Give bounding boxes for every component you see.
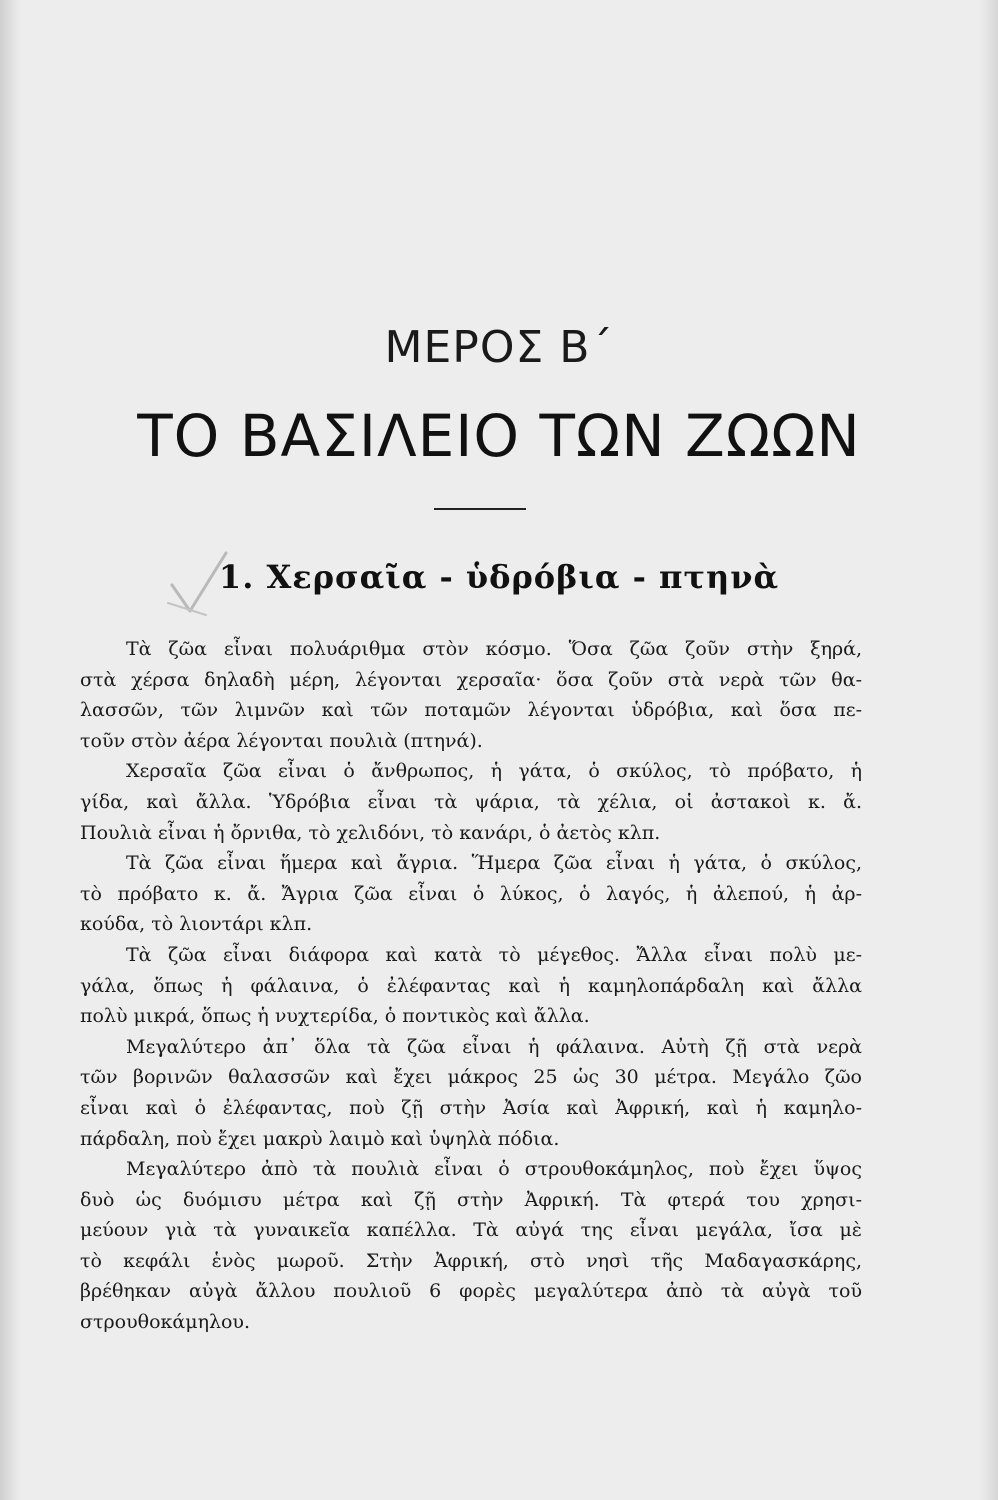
section-heading: 1. Χερσαῖα - ὑδρόβια - πτηνὰ xyxy=(218,558,780,596)
body-text xyxy=(80,634,862,1338)
text-line: γάλα, ὅπως ἡ φάλαινα, ὁ ἐλέφαντας καὶ ἡ καμηλοπάρδαλη καὶ ἄλλα xyxy=(80,974,862,997)
text-line: λασσῶν, τῶν λιμνῶν καὶ τῶν ποταμῶν λέγονται ὑδρόβια, καὶ ὅσα πε- xyxy=(80,699,862,722)
title-divider xyxy=(434,508,526,510)
text-line: Μεγαλύτερο ἀπ᾿ ὅλα τὰ ζῶα εἶναι ἡ φάλαινα. Αὐτὴ ζῇ στὰ νερὰ xyxy=(126,1035,862,1058)
text-line: πολὺ μικρά, ὅπως ἡ νυχτερίδα, ὁ ποντικὸς καὶ ἄλλα. xyxy=(80,1005,590,1028)
text-line: εἶναι καὶ ὁ ἐλέφαντας, ποὺ ζῇ στὴν Ἀσία καὶ Ἀφρική, καὶ ἡ καμηλο- xyxy=(80,1096,862,1119)
page-edge-shadow xyxy=(980,0,998,1500)
text-line: Τὰ ζῶα εἶναι πολυάριθμα στὸν κόσμο. Ὅσα ζῶα ζοῦν στὴν ξηρά, xyxy=(126,638,862,660)
part-title: ΜΕΡΟΣ Β΄ xyxy=(384,322,614,373)
text-line: βρέθηκαν αὐγὰ ἄλλου πουλιοῦ 6 φορὲς μεγαλύτερα ἀπὸ τὰ αὐγὰ τοῦ xyxy=(80,1280,862,1303)
spine-shadow xyxy=(0,0,20,1500)
text-line: πάρδαλη, ποὺ ἔχει μακρὺ λαιμὸ καὶ ὑψηλὰ πόδια. xyxy=(80,1127,560,1150)
text-line: τοῦν στὸν ἀέρα λέγονται πουλιὰ (πτηνά). xyxy=(80,729,483,752)
text-line: στὰ χέρσα δηλαδὴ μέρη, λέγονται χερσαῖα· ὅσα ζοῦν στὰ νερὰ τῶν θα- xyxy=(80,668,862,691)
text-line: Μεγαλύτερο ἀπὸ τὰ πουλιὰ εἶναι ὁ στρουθοκάμηλος, ποὺ ἔχει ὕψος xyxy=(126,1158,862,1181)
text-line: τῶν βορινῶν θαλασσῶν καὶ ἔχει μάκρος 25 ὡς 30 μέτρα. Μεγάλο ζῶο xyxy=(80,1066,862,1089)
text-line: Τὰ ζῶα εἶναι ἥμερα καὶ ἄγρια. Ἥμερα ζῶα εἶναι ἡ γάτα, ὁ σκύλος, xyxy=(126,852,862,875)
text-line: Πουλιὰ εἶναι ἡ ὄρνιθα, τὸ χελιδόνι, τὸ κανάρι, ὁ ἀετὸς κλπ. xyxy=(80,821,661,844)
text-line: Τὰ ζῶα εἶναι διάφορα καὶ κατὰ τὸ μέγεθος. Ἄλλα εἶναι πολὺ με- xyxy=(126,943,862,966)
main-title: ΤΟ ΒΑΣΙΛΕΙΟ ΤΩΝ ΖΩΩΝ xyxy=(137,402,861,470)
text-line: τὸ κεφάλι ἑνὸς μωροῦ. Στὴν Ἀφρική, στὸ νησὶ τῆς Μαδαγασκάρης, xyxy=(80,1249,862,1272)
text-line: στρουθοκάμηλου. xyxy=(80,1311,251,1334)
text-line: γίδα, καὶ ἄλλα. Ὑδρόβια εἶναι τὰ ψάρια, τὰ χέλια, οἱ ἀστακοὶ κ. ἄ. xyxy=(80,790,862,813)
text-line: μεύουν γιὰ τὰ γυναικεῖα καπέλλα. Τὰ αὐγά της εἶναι μεγάλα, ἴσα μὲ xyxy=(80,1219,862,1242)
text-line: Χερσαῖα ζῶα εἶναι ὁ ἄνθρωπος, ἡ γάτα, ὁ σκύλος, τὸ πρόβατο, ἡ xyxy=(126,760,862,783)
text-line: τὸ πρόβατο κ. ἄ. Ἄγρια ζῶα εἶναι ὁ λύκος, ὁ λαγός, ἡ ἀλεπού, ἡ ἀρ- xyxy=(80,882,862,905)
text-line: κούδα, τὸ λιοντάρι κλπ. xyxy=(80,913,313,936)
text-line: δυὸ ὡς δυόμισυ μέτρα καὶ ζῇ στὴν Ἀφρική. Τὰ φτερά του χρησι- xyxy=(80,1188,862,1211)
